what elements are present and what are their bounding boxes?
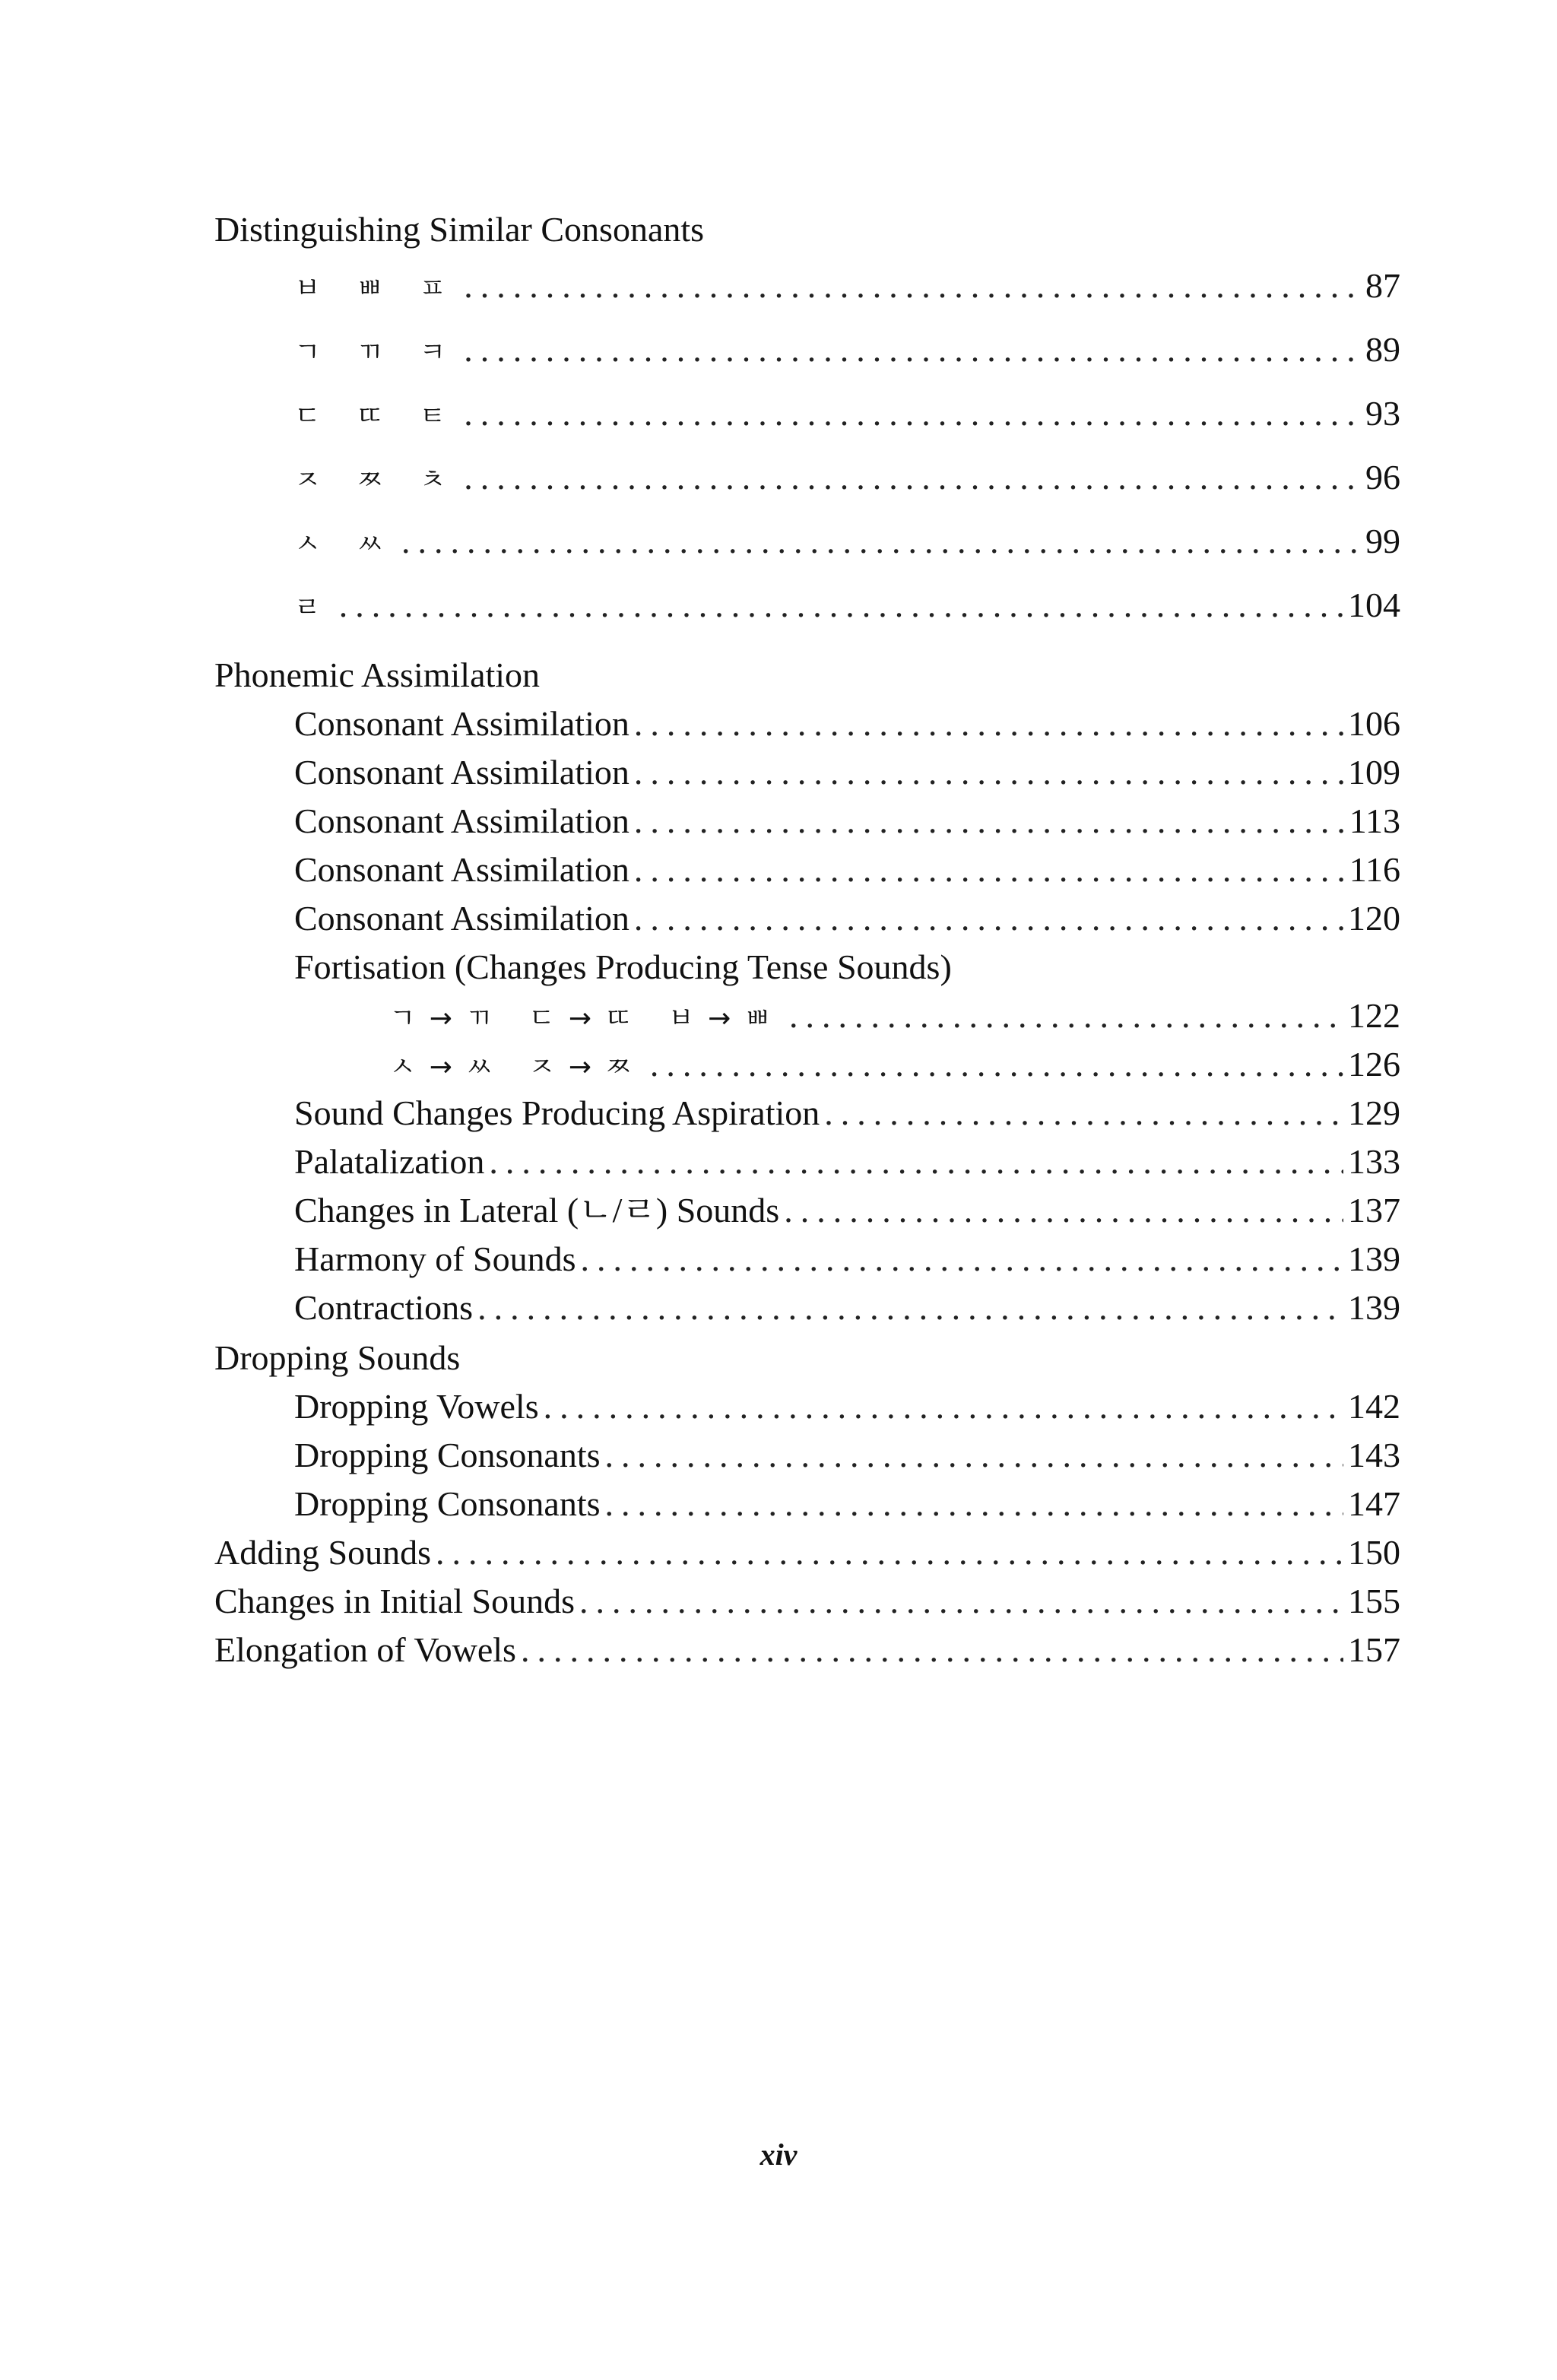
toc-entry-page: 139 <box>1348 1288 1400 1327</box>
toc-entry-title: Consonant Assimilation <box>294 704 629 743</box>
toc-entry-title: Sound Changes Producing Aspiration <box>294 1093 820 1132</box>
toc-entry <box>214 1577 1400 1626</box>
toc-entry-title: Dropping Consonants <box>294 1484 601 1523</box>
section-heading-phonemic: Phonemic Assimilation <box>214 655 541 694</box>
dot-leader <box>634 797 1345 846</box>
toc-entry-title: ㄷ ㄸ ㅌ <box>294 401 460 432</box>
toc-entry-page: 93 <box>1365 394 1400 433</box>
section-heading-dropping: Dropping Sounds <box>214 1338 461 1377</box>
toc-entry-page: 106 <box>1348 704 1400 743</box>
dot-leader <box>544 1382 1343 1431</box>
toc-entry-page: 150 <box>1348 1533 1400 1572</box>
toc-entry-title: Contractions <box>294 1288 474 1327</box>
dot-leader <box>581 1235 1343 1284</box>
table-of-contents <box>214 205 1400 1674</box>
toc-entry-title: Consonant Assimilation <box>294 850 629 889</box>
toc-entry-title: Consonant Assimilation <box>294 899 629 938</box>
dot-leader <box>605 1480 1344 1528</box>
toc-entry <box>214 1186 1400 1235</box>
toc-entry <box>214 1284 1400 1332</box>
toc-entry <box>214 446 1400 509</box>
toc-entry-page: 113 <box>1349 801 1400 840</box>
dot-leader <box>605 1431 1344 1480</box>
toc-entry-title: Changes in Lateral (ㄴ/ㄹ) Sounds <box>294 1191 780 1230</box>
toc-entry <box>214 1528 1400 1577</box>
toc-entry <box>214 797 1400 846</box>
toc-entry-page: 89 <box>1365 330 1400 369</box>
toc-entry <box>214 1138 1400 1186</box>
toc-entry-page: 147 <box>1348 1484 1400 1523</box>
toc-entry-title: Dropping Consonants <box>294 1436 601 1474</box>
toc-entry-title: ㄹ <box>294 592 335 624</box>
toc-entry-page: 109 <box>1348 753 1400 792</box>
toc-entry-page: 122 <box>1348 996 1400 1035</box>
toc-entry-page: 96 <box>1365 458 1400 497</box>
toc-entry-title: Consonant Assimilation <box>294 753 629 792</box>
toc-entry <box>214 1235 1400 1284</box>
toc-entry-page: 120 <box>1348 899 1400 938</box>
dot-leader <box>634 700 1343 748</box>
toc-entry-page: 104 <box>1348 585 1400 624</box>
dot-leader <box>464 254 1361 318</box>
section-entries-phonemic <box>214 700 1400 1332</box>
toc-entry-title: Harmony of Sounds <box>294 1239 576 1278</box>
toc-entry <box>214 1382 1400 1431</box>
toc-entry-title: Consonant Assimilation <box>294 801 629 840</box>
toc-entry-page: 99 <box>1365 522 1400 560</box>
section-entries-distinguishing <box>214 254 1400 637</box>
toc-entry <box>214 254 1400 318</box>
toc-entry-title: Elongation of Vowels <box>214 1630 516 1669</box>
toc-entry <box>214 748 1400 797</box>
toc-entry-page: 116 <box>1349 850 1400 889</box>
dot-leader <box>634 846 1345 894</box>
toc-entry <box>214 573 1400 637</box>
toc-entry-title: ㄱ→ㄲ ㄷ→ㄸ ㅂ→ㅃ <box>389 1003 785 1034</box>
dot-leader <box>477 1284 1343 1332</box>
toc-entry-page: 126 <box>1348 1045 1400 1084</box>
dot-leader <box>784 1186 1343 1235</box>
dot-leader <box>436 1528 1343 1577</box>
dot-leader <box>579 1577 1343 1626</box>
toc-entry-page: 157 <box>1348 1630 1400 1669</box>
toc-entry-title: Palatalization <box>294 1142 485 1181</box>
toc-entry <box>214 1040 1400 1089</box>
toc-entry <box>214 894 1400 943</box>
section-entries-dropping <box>214 1382 1400 1528</box>
toc-entry-title: ㅂ ㅃ ㅍ <box>294 273 460 304</box>
toc-entry-page: 143 <box>1348 1436 1400 1474</box>
toc-entry <box>214 1626 1400 1674</box>
dot-leader <box>824 1089 1343 1138</box>
toc-entry <box>214 1089 1400 1138</box>
toc-entry-page: 133 <box>1348 1142 1400 1181</box>
dot-leader <box>464 318 1361 382</box>
toc-entry <box>214 382 1400 446</box>
dot-leader <box>634 748 1343 797</box>
toc-entry-page: 137 <box>1348 1191 1400 1230</box>
dot-leader <box>521 1626 1343 1674</box>
dot-leader <box>489 1138 1343 1186</box>
dot-leader <box>650 1040 1343 1089</box>
page-number: xiv <box>759 2137 798 2172</box>
toc-entry-page: 87 <box>1365 266 1400 305</box>
toc-entry-page: 139 <box>1348 1239 1400 1278</box>
toc-entry <box>214 992 1400 1040</box>
toc-entry-title: ㅈ ㅉ ㅊ <box>294 465 460 496</box>
section-heading-distinguishing: Distinguishing Similar Consonants <box>214 210 705 249</box>
toc-entry-title: Dropping Vowels <box>294 1387 539 1426</box>
dot-leader <box>339 573 1343 637</box>
toc-entry-title: Changes in Initial Sounds <box>214 1582 576 1620</box>
toc-entry <box>214 318 1400 382</box>
dot-leader <box>789 992 1343 1040</box>
toc-entry <box>214 1431 1400 1480</box>
toc-entry-page: 142 <box>1348 1387 1400 1426</box>
toc-entry-title: ㄱ ㄲ ㅋ <box>294 337 460 368</box>
toc-entry-title: ㅅ ㅆ <box>294 528 397 560</box>
toc-entry-page: 129 <box>1348 1093 1400 1132</box>
toc-entry <box>214 700 1400 748</box>
dot-leader <box>464 382 1361 446</box>
dot-leader <box>401 509 1361 573</box>
toc-entry <box>214 509 1400 573</box>
toc-subheading-fortisation <box>214 943 1400 992</box>
toc-entry-title: ㅅ→ㅆ ㅈ→ㅉ <box>389 1052 645 1083</box>
toc-subheading-title: Fortisation (Changes Producing Tense Sounds) <box>294 947 952 986</box>
toc-entry <box>214 1480 1400 1528</box>
dot-leader <box>464 446 1361 509</box>
toc-entry-title: Adding Sounds <box>214 1533 431 1572</box>
dot-leader <box>634 894 1343 943</box>
toc-entry-page: 155 <box>1348 1582 1400 1620</box>
toc-entry <box>214 846 1400 894</box>
